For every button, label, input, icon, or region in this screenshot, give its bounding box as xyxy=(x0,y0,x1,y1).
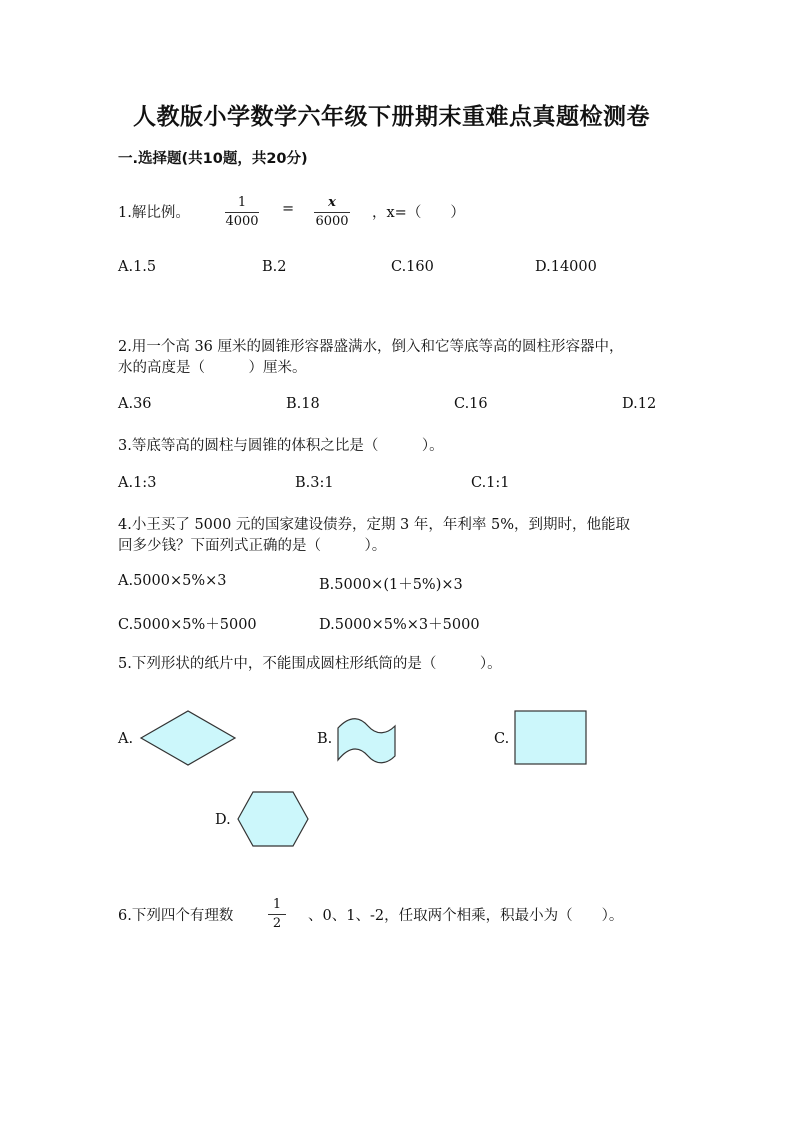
q5-text: 5.下列形状的纸片中，不能围成圆柱形纸筒的是（ ）。 xyxy=(118,656,502,672)
q6-frac-denominator: 2 xyxy=(272,916,282,931)
q2-option-b: B.18 xyxy=(286,396,320,412)
q5-label-a: A. xyxy=(118,731,134,747)
q5-label-b: B. xyxy=(317,731,333,747)
q1-suffix: ，x=（ ） xyxy=(372,205,465,221)
q3-option-c: C.1:1 xyxy=(471,475,510,491)
q4-line-1: 4.小王买了 5000 元的国家建设债券，定期 3 年，年利率 5%，到期时，他能取 xyxy=(118,517,631,533)
q3-text: 3.等底等高的圆柱与圆锥的体积之比是（ ）。 xyxy=(118,438,444,454)
q3-option-a: A.1:3 xyxy=(118,475,157,491)
q1-fraction-2 xyxy=(314,195,350,230)
q1-fraction-1 xyxy=(225,195,259,230)
q4-option-b: B.5000×(1＋5%)×3 xyxy=(319,577,463,593)
q1-equals: = xyxy=(282,201,295,217)
q4-option-a: A.5000×5%×3 xyxy=(118,573,227,589)
q1-option-a: A.1.5 xyxy=(118,259,157,275)
q2-option-c: C.16 xyxy=(454,396,488,412)
q6-suffix: 、0、1、-2，任取两个相乘，积最小为（ ）。 xyxy=(308,908,624,924)
q4-option-c: C.5000×5%＋5000 xyxy=(118,617,257,633)
section-heading: 一.选择题(共10题，共20分) xyxy=(118,151,308,167)
q1-frac1-denominator: 4000 xyxy=(225,214,259,229)
q1-frac2-numerator: x xyxy=(328,195,336,210)
q4-line-2: 回多少钱？下面列式正确的是（ ）。 xyxy=(118,538,387,554)
q1-option-c: C.160 xyxy=(391,259,434,275)
q1-frac1-numerator: 1 xyxy=(237,195,247,210)
q1-prefix: 1.解比例。 xyxy=(118,205,190,221)
wavy-sheet-shape xyxy=(333,716,399,768)
q4-option-d: D.5000×5%×3＋5000 xyxy=(319,617,480,633)
q6-fraction xyxy=(268,897,286,932)
q3-option-b: B.3:1 xyxy=(295,475,334,491)
q2-option-a: A.36 xyxy=(118,396,152,412)
q1-option-d: D.14000 xyxy=(535,259,597,275)
rectangle-shape xyxy=(514,710,588,766)
q2-line-2: 水的高度是（ ）厘米。 xyxy=(118,360,307,376)
rhombus-shape xyxy=(139,709,237,767)
q2-option-d: D.12 xyxy=(622,396,657,412)
q1-option-b: B.2 xyxy=(262,259,287,275)
q5-label-d: D. xyxy=(215,812,231,828)
q1-frac2-denominator: 6000 xyxy=(315,214,349,229)
q6-prefix: 6.下列四个有理数 xyxy=(118,908,234,924)
hexagon-shape xyxy=(236,790,310,848)
q6-frac-numerator: 1 xyxy=(272,897,282,912)
q5-label-c: C. xyxy=(494,731,510,747)
q2-line-1: 2.用一个高 36 厘米的圆锥形容器盛满水，倒入和它等底等高的圆柱形容器中， xyxy=(118,339,624,355)
page-title: 人教版小学数学六年级下册期末重难点真题检测卷 xyxy=(133,104,650,130)
